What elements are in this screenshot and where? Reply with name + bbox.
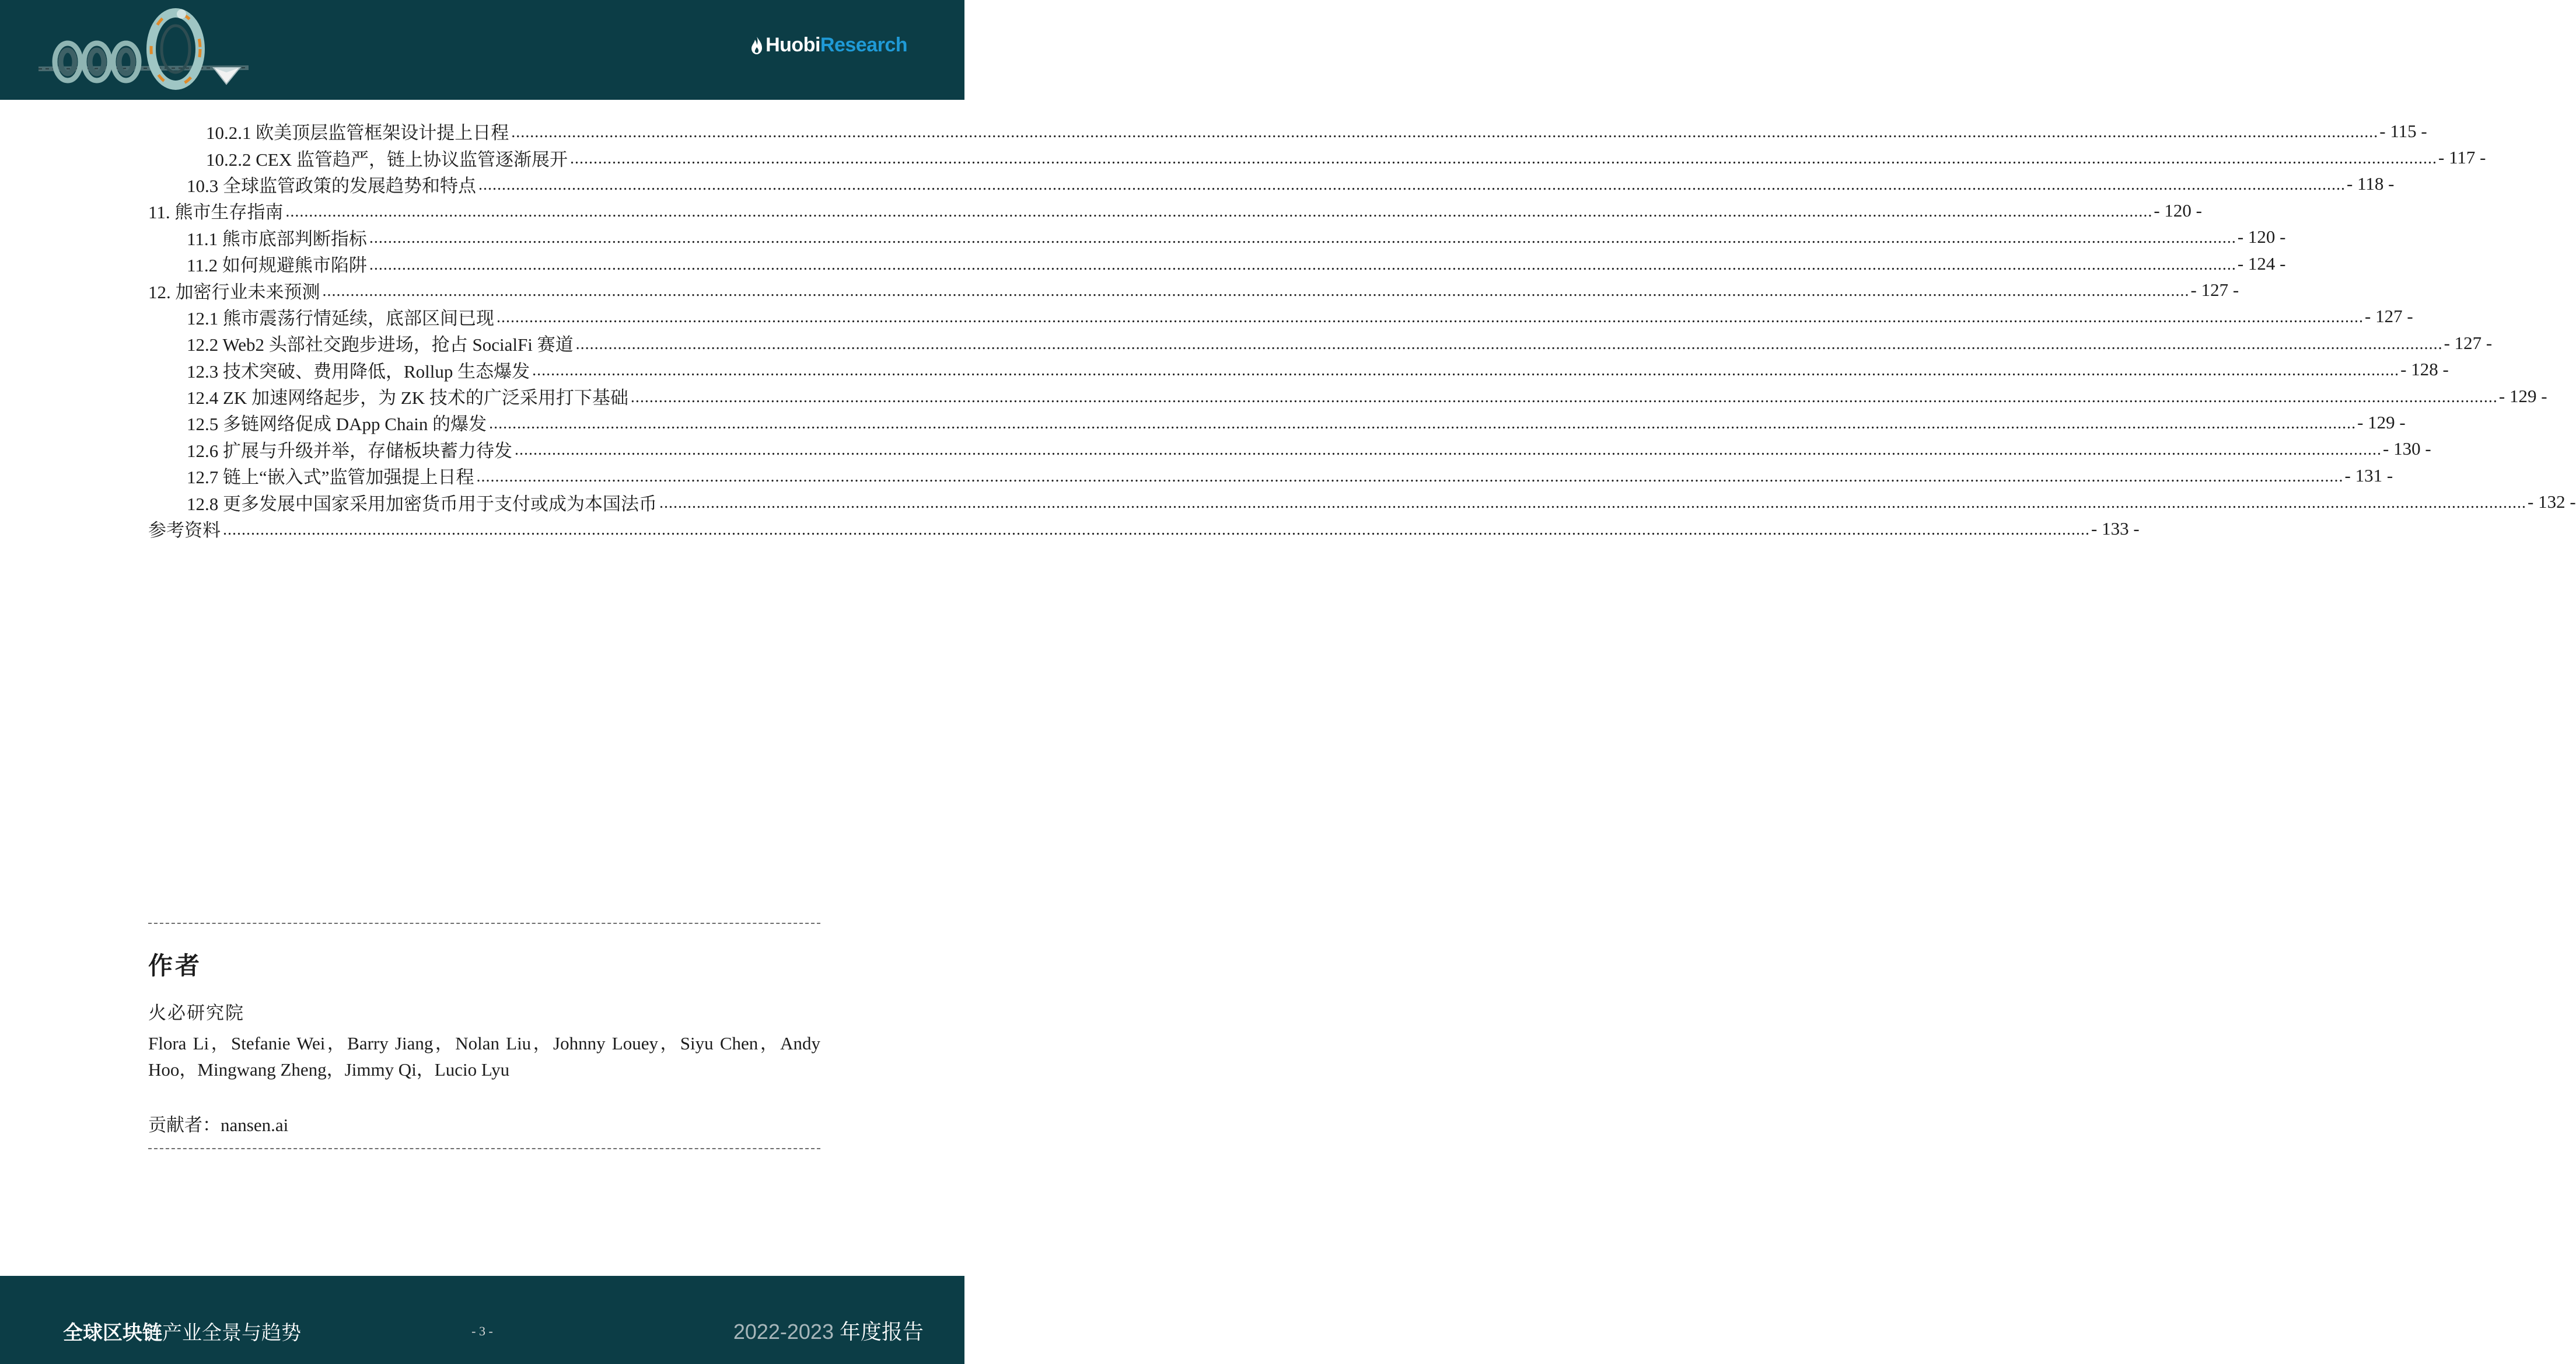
toc-entry-title: 12.6 扩展与升级并举，存储板块蓄力待发 (187, 436, 515, 462)
toc-leader-dots: ................................................................................................................................................................................................................................................................................................................................................................................................................ (575, 334, 2443, 353)
toc-leader-dots: ................................................................................................................................................................................................................................................................................................................................................................................................................ (630, 388, 2498, 406)
huobi-research-logo (750, 34, 907, 57)
toc-entry-title: 10.3 全球监管政策的发展趋势和特点 (187, 171, 478, 197)
toc-leader-dots: ................................................................................................................................................................................................................................................................................................................................................................................................................ (369, 229, 2236, 247)
toc-entry[interactable] (148, 304, 2413, 330)
toc-entry[interactable] (148, 224, 2286, 250)
toc-entry[interactable] (148, 515, 2140, 542)
toc-entry-page: - 132 - (2528, 491, 2576, 512)
toc-entry-page: - 129 - (2357, 411, 2406, 432)
toc-entry-title: 12.8 更多发展中国家采用加密货币用于支付或成为本国法币 (187, 489, 659, 515)
page-header (0, 0, 964, 100)
toc-leader-dots: ................................................................................................................................................................................................................................................................................................................................................................................................................ (476, 467, 2344, 486)
toc-entry-title: 12.4 ZK 加速网络起步，为 ZK 技术的广泛采用打下基础 (187, 383, 631, 409)
brand-suffix: Research (820, 34, 907, 56)
toc-entry[interactable] (148, 330, 2493, 356)
toc-entry-title: 12.7 链上“嵌入式”监管加强提上日程 (187, 462, 477, 489)
authors-heading: 作者 (148, 953, 202, 980)
toc-entry[interactable] (148, 118, 2427, 144)
toc-entry[interactable] (148, 277, 2239, 303)
table-of-contents (148, 118, 2576, 542)
toc-entry[interactable] (148, 462, 2393, 489)
toc-leader-dots: ................................................................................................................................................................................................................................................................................................................................................................................................................ (515, 441, 2382, 459)
toc-entry-page: - 128 - (2400, 359, 2449, 380)
toc-leader-dots: ................................................................................................................................................................................................................................................................................................................................................................................................................ (369, 255, 2236, 274)
toc-entry-title: 10.2.1 欧美顶层监管框架设计提上日程 (206, 118, 511, 144)
page-footer (0, 1276, 964, 1364)
author-organization: 火必研究院 (148, 1003, 244, 1023)
toc-leader-dots: ................................................................................................................................................................................................................................................................................................................................................................................................................ (322, 282, 2190, 301)
toc-entry-title: 11.1 熊市底部判断指标 (187, 224, 369, 250)
toc-entry-title: 参考资料 (148, 515, 223, 542)
brand-name: Huobi (766, 34, 820, 56)
chain-ring-illustration (39, 4, 254, 91)
toc-leader-dots: ................................................................................................................................................................................................................................................................................................................................................................................................................ (532, 361, 2400, 380)
toc-entry-title: 12.5 多链网络促成 DApp Chain 的爆发 (187, 409, 489, 435)
dashed-divider-bottom (148, 1148, 820, 1149)
toc-entry[interactable] (148, 250, 2286, 277)
toc-entry-page: - 133 - (2091, 518, 2140, 539)
contributor-line: 贡献者：nansen.ai (148, 1115, 289, 1135)
toc-leader-dots: ................................................................................................................................................................................................................................................................................................................................................................................................................ (659, 494, 2526, 512)
toc-leader-dots: ................................................................................................................................................................................................................................................................................................................................................................................................................ (285, 202, 2153, 221)
toc-entry-page: - 124 - (2237, 253, 2286, 274)
toc-entry[interactable] (148, 436, 2431, 462)
toc-entry-title: 11. 熊市生存指南 (148, 197, 285, 224)
dashed-divider-top (148, 923, 820, 924)
toc-entry-title: 10.2.2 CEX 监管趋严，链上协议监管逐渐展开 (206, 145, 570, 171)
flame-icon (750, 36, 763, 55)
toc-entry[interactable] (148, 489, 2576, 515)
report-year (733, 1316, 924, 1345)
report-title-strong: 全球区块链 (63, 1322, 162, 1344)
toc-entry[interactable] (148, 357, 2449, 383)
report-type: 年度报告 (839, 1320, 924, 1344)
author-names: Flora Li，Stefanie Wei，Barry Jiang，Nolan Liu，Johnny Louey，Siyu Chen，Andy Hoo，Mingwang Zheng，Jimmy Qi，Lucio Lyu (148, 1033, 820, 1080)
toc-entry-page: - 127 - (2190, 280, 2239, 301)
toc-entry-page: - 131 - (2344, 465, 2393, 486)
toc-entry-page: - 127 - (2444, 332, 2493, 353)
toc-entry[interactable] (148, 197, 2203, 224)
report-year-range: 2022-2023 (733, 1320, 840, 1344)
page-number: - 3 - (471, 1324, 493, 1338)
toc-entry-page: - 115 - (2379, 120, 2427, 141)
toc-entry-page: - 120 - (2237, 226, 2286, 247)
toc-entry-page: - 118 - (2347, 173, 2395, 194)
toc-entry[interactable] (148, 409, 2406, 435)
toc-leader-dots: ................................................................................................................................................................................................................................................................................................................................................................................................................ (478, 176, 2346, 194)
toc-entry-page: - 129 - (2498, 385, 2547, 406)
toc-entry[interactable] (148, 383, 2547, 409)
toc-entry-page: - 127 - (2365, 306, 2413, 327)
toc-leader-dots: ................................................................................................................................................................................................................................................................................................................................................................................................................ (511, 123, 2379, 141)
toc-entry-page: - 120 - (2154, 200, 2203, 221)
toc-entry-page: - 117 - (2438, 147, 2486, 168)
toc-entry-title: 12.3 技术突破、费用降低，Rollup 生态爆发 (187, 357, 532, 383)
toc-leader-dots: ................................................................................................................................................................................................................................................................................................................................................................................................................ (489, 414, 2357, 432)
toc-entry[interactable] (148, 171, 2395, 197)
report-title-rest: 产业全景与趋势 (162, 1322, 301, 1344)
toc-entry-page: - 130 - (2383, 438, 2431, 459)
toc-leader-dots: ................................................................................................................................................................................................................................................................................................................................................................................................................ (570, 149, 2437, 168)
toc-entry-title: 12. 加密行业未来预测 (148, 277, 323, 304)
toc-entry-title: 12.1 熊市震荡行情延续，底部区间已现 (187, 304, 497, 330)
toc-entry[interactable] (148, 144, 2486, 170)
toc-leader-dots: ................................................................................................................................................................................................................................................................................................................................................................................................................ (497, 308, 2364, 327)
toc-entry-title: 12.2 Web2 头部社交跑步进场，抢占 SocialFi 赛道 (187, 330, 576, 356)
toc-leader-dots: ................................................................................................................................................................................................................................................................................................................................................................................................................ (223, 520, 2090, 539)
toc-entry-title: 11.2 如何规避熊市陷阱 (187, 250, 369, 277)
